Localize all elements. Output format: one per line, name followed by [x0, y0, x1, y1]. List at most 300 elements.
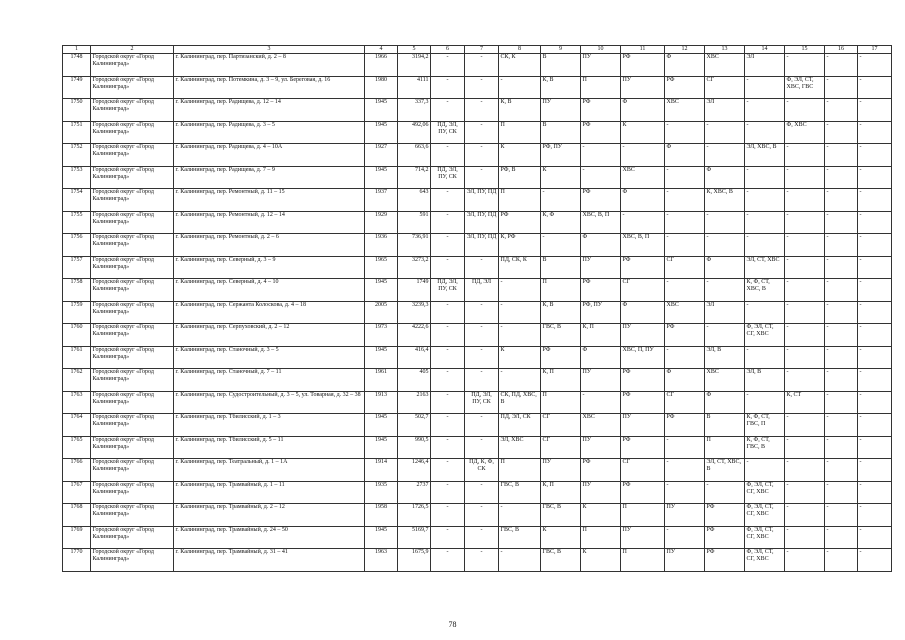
table-cell-col-1: 1754	[63, 189, 91, 212]
table-cell-col-13: СГ	[705, 76, 745, 99]
table-cell-col-15: -	[785, 369, 825, 392]
table-cell-col-7: ЭЛ, ПУ, ПД	[465, 234, 499, 257]
table-cell-col-14: -	[745, 166, 785, 189]
table-cell-col-16: -	[825, 324, 858, 347]
table-cell-col-11: ХВС, В, П	[621, 234, 665, 257]
table-cell-col-10: РФ	[581, 99, 621, 122]
table-cell-col-12: ХВС	[665, 99, 705, 122]
table-cell-col-17: -	[858, 391, 892, 414]
table-cell-col-16: -	[825, 459, 858, 482]
column-number-2: 2	[91, 46, 174, 54]
column-number-7: 7	[465, 46, 499, 54]
table-cell-col-7: ЭЛ, ПУ, ПД	[465, 211, 499, 234]
table-cell-col-10: -	[581, 144, 621, 167]
table-cell-col-11: СГ	[621, 459, 665, 482]
table-cell-col-3: г. Калининград, пер. Театральный, д. 1 – 1А	[174, 459, 365, 482]
table-cell-col-9: ГВС, В	[541, 549, 581, 572]
table-cell-col-17: -	[858, 234, 892, 257]
column-number-8: 8	[499, 46, 541, 54]
table-cell-col-5: 502,7	[398, 414, 431, 437]
table-cell-col-3: г. Калининград, пер. Тбилисский, д. 5 – 11	[174, 436, 365, 459]
table-cell-col-12: РФ	[665, 414, 705, 437]
table-cell-col-15: -	[785, 459, 825, 482]
table-cell-col-10: РФ, ПУ	[581, 301, 621, 324]
table-cell-col-12: -	[665, 189, 705, 212]
table-cell-col-9: К, В	[541, 301, 581, 324]
table-cell-col-6: -	[431, 256, 465, 279]
table-cell-col-15: -	[785, 166, 825, 189]
table-cell-col-10: -	[581, 166, 621, 189]
table-cell-col-15: -	[785, 234, 825, 257]
table-cell-col-13: Ф	[705, 256, 745, 279]
table-cell-col-12: -	[665, 166, 705, 189]
table-cell-col-1: 1769	[63, 526, 91, 549]
table-cell-col-7: -	[465, 256, 499, 279]
table-cell-col-15: -	[785, 279, 825, 302]
housing-register-table	[62, 45, 892, 572]
table-row	[63, 526, 892, 549]
table-row	[63, 99, 892, 122]
table-cell-col-9: ГВС, В	[541, 504, 581, 527]
table-cell-col-1: 1749	[63, 76, 91, 99]
table-cell-col-2: Городской округ «Город Калининград»	[91, 211, 174, 234]
table-cell-col-7: -	[465, 324, 499, 347]
table-cell-col-6: -	[431, 459, 465, 482]
table-cell-col-15: -	[785, 346, 825, 369]
table-cell-col-4: 1961	[365, 369, 398, 392]
table-cell-col-14: -	[745, 76, 785, 99]
table-cell-col-9: ГВС, В	[541, 324, 581, 347]
table-cell-col-16: -	[825, 436, 858, 459]
table-cell-col-4: 1927	[365, 144, 398, 167]
table-cell-col-2: Городской округ «Город Калининград»	[91, 144, 174, 167]
table-cell-col-13: РФ	[705, 504, 745, 527]
table-cell-col-10: Ф	[581, 346, 621, 369]
table-cell-col-10: -	[581, 391, 621, 414]
table-cell-col-15: К, СТ	[785, 391, 825, 414]
table-cell-col-5: 3194,2	[398, 54, 431, 77]
table-cell-col-3: г. Калининград, пер. Радищева, д. 3 – 5	[174, 121, 365, 144]
table-cell-col-9: ПУ	[541, 99, 581, 122]
table-cell-col-17: -	[858, 211, 892, 234]
table-cell-col-12: -	[665, 481, 705, 504]
table-cell-col-8: СК, К	[499, 54, 541, 77]
table-cell-col-12: СГ	[665, 391, 705, 414]
table-cell-col-7: -	[465, 346, 499, 369]
column-number-17: 17	[858, 46, 892, 54]
table-cell-col-2: Городской округ «Город Калининград»	[91, 256, 174, 279]
table-cell-col-15: -	[785, 99, 825, 122]
table-cell-col-3: г. Калининград, пер. Трамвайный, д. 1 – 11	[174, 481, 365, 504]
table-cell-col-1: 1761	[63, 346, 91, 369]
table-cell-col-13: ЭЛ, В	[705, 346, 745, 369]
table-cell-col-11: ПУ	[621, 526, 665, 549]
table-cell-col-8: -	[499, 301, 541, 324]
table-row	[63, 166, 892, 189]
table-cell-col-4: 1945	[365, 166, 398, 189]
table-cell-col-6: -	[431, 324, 465, 347]
table-cell-col-3: г. Калининград, пер. Партизанский, д. 2 – 8	[174, 54, 365, 77]
table-cell-col-4: 1980	[365, 76, 398, 99]
table-cell-col-17: -	[858, 414, 892, 437]
table-cell-col-17: -	[858, 436, 892, 459]
table-cell-col-2: Городской округ «Город Калининград»	[91, 324, 174, 347]
column-number-14: 14	[745, 46, 785, 54]
table-cell-col-7: -	[465, 549, 499, 572]
table-cell-col-4: 1966	[365, 54, 398, 77]
table-cell-col-11: -	[621, 144, 665, 167]
table-cell-col-9: В	[541, 54, 581, 77]
table-cell-col-7: -	[465, 504, 499, 527]
table-row	[63, 144, 892, 167]
table-cell-col-15: -	[785, 189, 825, 212]
table-cell-col-9: П	[541, 391, 581, 414]
table-row	[63, 481, 892, 504]
table-cell-col-13: ХВС	[705, 54, 745, 77]
table-cell-col-15: -	[785, 54, 825, 77]
table-cell-col-2: Городской округ «Город Калининград»	[91, 459, 174, 482]
table-cell-col-15: -	[785, 211, 825, 234]
table-cell-col-5: 405	[398, 369, 431, 392]
table-cell-col-7: -	[465, 144, 499, 167]
table-cell-col-6: -	[431, 549, 465, 572]
table-cell-col-7: ПД, ЭЛ, ПУ, СК	[465, 391, 499, 414]
table-cell-col-2: Городской округ «Город Калининград»	[91, 189, 174, 212]
table-cell-col-5: 337,3	[398, 99, 431, 122]
table-cell-col-4: 1945	[365, 279, 398, 302]
table-cell-col-17: -	[858, 54, 892, 77]
table-cell-col-10: К, П	[581, 324, 621, 347]
table-cell-col-6: -	[431, 189, 465, 212]
table-cell-col-13: Ф	[705, 391, 745, 414]
table-cell-col-11: Ф	[621, 99, 665, 122]
table-cell-col-3: г. Калининград, пер. Трамвайный, д. 24 – 50	[174, 526, 365, 549]
table-cell-col-10: РФ	[581, 189, 621, 212]
table-cell-col-8: РФ	[499, 211, 541, 234]
table-cell-col-10: ПУ	[581, 256, 621, 279]
table-cell-col-9: РФ	[541, 346, 581, 369]
table-cell-col-6: -	[431, 391, 465, 414]
column-number-10: 10	[581, 46, 621, 54]
table-cell-col-9: СГ	[541, 436, 581, 459]
table-cell-col-15: -	[785, 256, 825, 279]
table-cell-col-10: П	[581, 526, 621, 549]
table-cell-col-12: -	[665, 346, 705, 369]
table-cell-col-4: 1945	[365, 526, 398, 549]
column-number-15: 15	[785, 46, 825, 54]
table-cell-col-3: г. Калининград, пер. Радищева, д. 12 – 14	[174, 99, 365, 122]
table-cell-col-17: -	[858, 301, 892, 324]
table-cell-col-2: Городской округ «Город Калининград»	[91, 436, 174, 459]
table-cell-col-1: 1766	[63, 459, 91, 482]
table-cell-col-7: -	[465, 121, 499, 144]
table-cell-col-5: 3273,2	[398, 256, 431, 279]
table-cell-col-13: -	[705, 234, 745, 257]
table-cell-col-17: -	[858, 166, 892, 189]
table-cell-col-13: -	[705, 324, 745, 347]
table-cell-col-13: РФ	[705, 549, 745, 572]
table-cell-col-11: ХВС	[621, 166, 665, 189]
table-cell-col-15: -	[785, 301, 825, 324]
table-cell-col-9: К, В	[541, 76, 581, 99]
table-cell-col-14: К, Ф, СТ, ГВС, П	[745, 414, 785, 437]
table-cell-col-16: -	[825, 346, 858, 369]
table-cell-col-16: -	[825, 121, 858, 144]
table-cell-col-17: -	[858, 99, 892, 122]
table-cell-col-10: РФ	[581, 279, 621, 302]
table-cell-col-15: -	[785, 324, 825, 347]
table-cell-col-4: 1945	[365, 346, 398, 369]
table-cell-col-16: -	[825, 144, 858, 167]
table-cell-col-10: ХВС	[581, 414, 621, 437]
table-cell-col-14: -	[745, 391, 785, 414]
table-cell-col-5: 5169,7	[398, 526, 431, 549]
table-cell-col-3: г. Калининград, пер. Серпуховский, д. 2 – 12	[174, 324, 365, 347]
table-cell-col-2: Городской округ «Город Калининград»	[91, 346, 174, 369]
table-cell-col-1: 1764	[63, 414, 91, 437]
table-cell-col-5: 1675,9	[398, 549, 431, 572]
table-cell-col-11: П	[621, 549, 665, 572]
table-cell-col-6: -	[431, 54, 465, 77]
table-row	[63, 211, 892, 234]
table-cell-col-7: ЭЛ, ПУ, ПД	[465, 189, 499, 212]
table-cell-col-16: -	[825, 369, 858, 392]
table-cell-col-10: К	[581, 549, 621, 572]
table-cell-col-14: -	[745, 301, 785, 324]
table-cell-col-12: -	[665, 234, 705, 257]
table-cell-col-8: К, РФ	[499, 234, 541, 257]
table-cell-col-14: К, Ф, СТ, ХВС, В	[745, 279, 785, 302]
table-row	[63, 504, 892, 527]
table-cell-col-5: 4222,6	[398, 324, 431, 347]
table-row	[63, 436, 892, 459]
table-cell-col-5: 3239,3	[398, 301, 431, 324]
table-cell-col-12: ПУ	[665, 504, 705, 527]
table-cell-col-17: -	[858, 189, 892, 212]
table-cell-col-7: -	[465, 436, 499, 459]
table-cell-col-11: Ф	[621, 301, 665, 324]
table-row	[63, 459, 892, 482]
table-cell-col-15: -	[785, 436, 825, 459]
table-cell-col-12: -	[665, 459, 705, 482]
table-cell-col-17: -	[858, 369, 892, 392]
table-cell-col-12: РФ	[665, 76, 705, 99]
table-row	[63, 234, 892, 257]
table-cell-col-12: -	[665, 526, 705, 549]
table-cell-col-11: РФ	[621, 369, 665, 392]
table-cell-col-6: -	[431, 144, 465, 167]
table-cell-col-13: Ф	[705, 166, 745, 189]
table-cell-col-14: ЭЛ	[745, 54, 785, 77]
table-cell-col-12: ХВС	[665, 301, 705, 324]
table-row	[63, 54, 892, 77]
table-cell-col-8: ГВС, В	[499, 481, 541, 504]
column-number-5: 5	[398, 46, 431, 54]
table-cell-col-17: -	[858, 346, 892, 369]
table-cell-col-14: -	[745, 234, 785, 257]
column-number-4: 4	[365, 46, 398, 54]
table-cell-col-17: -	[858, 256, 892, 279]
table-cell-col-16: -	[825, 414, 858, 437]
table-cell-col-4: 1929	[365, 211, 398, 234]
table-cell-col-6: -	[431, 414, 465, 437]
table-cell-col-14: ЭЛ, ХВС, В	[745, 144, 785, 167]
table-cell-col-7: -	[465, 54, 499, 77]
table-cell-col-6: ПД, ЭЛ, ПУ, СК	[431, 121, 465, 144]
table-cell-col-5: 1246,4	[398, 459, 431, 482]
table-cell-col-1: 1755	[63, 211, 91, 234]
table-cell-col-5: 2163	[398, 391, 431, 414]
column-number-16: 16	[825, 46, 858, 54]
table-cell-col-1: 1751	[63, 121, 91, 144]
table-cell-col-4: 1963	[365, 549, 398, 572]
table-cell-col-1: 1756	[63, 234, 91, 257]
table-cell-col-9: К	[541, 526, 581, 549]
table-cell-col-15: -	[785, 414, 825, 437]
table-cell-col-2: Городской округ «Город Калининград»	[91, 99, 174, 122]
table-cell-col-6: -	[431, 369, 465, 392]
table-cell-col-1: 1768	[63, 504, 91, 527]
table-cell-col-9: В	[541, 256, 581, 279]
column-number-13: 13	[705, 46, 745, 54]
table-cell-col-12: -	[665, 436, 705, 459]
table-cell-col-15: Ф, ЭЛ, СТ, ХВС, ГВС	[785, 76, 825, 99]
table-row	[63, 121, 892, 144]
table-cell-col-6: ПД, ЭЛ, ПУ, СК	[431, 279, 465, 302]
table-cell-col-12: Ф	[665, 54, 705, 77]
table-cell-col-3: г. Калининград, пер. Ремонтный, д. 2 – 6	[174, 234, 365, 257]
table-cell-col-15: -	[785, 549, 825, 572]
table-cell-col-16: -	[825, 549, 858, 572]
table-cell-col-14: К, Ф, СТ, ГВС, В	[745, 436, 785, 459]
table-cell-col-1: 1763	[63, 391, 91, 414]
table-cell-col-4: 1945	[365, 121, 398, 144]
table-cell-col-6: -	[431, 504, 465, 527]
table-cell-col-3: г. Калининград, пер. Ремонтный, д. 11 – 15	[174, 189, 365, 212]
table-cell-col-17: -	[858, 549, 892, 572]
table-cell-col-12: Ф	[665, 369, 705, 392]
table-row	[63, 76, 892, 99]
table-cell-col-14: Ф, ЭЛ, СТ, СГ, ХВС	[745, 526, 785, 549]
table-cell-col-14: ЭЛ, В	[745, 369, 785, 392]
table-cell-col-10: ПУ	[581, 481, 621, 504]
table-cell-col-7: ПД, ЭЛ	[465, 279, 499, 302]
table-cell-col-8: -	[499, 369, 541, 392]
table-cell-col-14: -	[745, 459, 785, 482]
table-cell-col-17: -	[858, 324, 892, 347]
table-cell-col-7: -	[465, 76, 499, 99]
table-cell-col-2: Городской округ «Город Калининград»	[91, 391, 174, 414]
table-cell-col-17: -	[858, 121, 892, 144]
table-cell-col-12: -	[665, 211, 705, 234]
table-cell-col-3: г. Калининград, пер. Судостроительный, д. 3 – 5, ул. Товарная, д. 32 – 38	[174, 391, 365, 414]
table-cell-col-12: -	[665, 279, 705, 302]
table-cell-col-6: -	[431, 234, 465, 257]
table-cell-col-13: ЭЛ	[705, 301, 745, 324]
page-number: 78	[448, 620, 457, 629]
table-cell-col-17: -	[858, 279, 892, 302]
table-cell-col-15: -	[785, 504, 825, 527]
table-cell-col-2: Городской округ «Город Калининград»	[91, 369, 174, 392]
table-cell-col-16: -	[825, 279, 858, 302]
table-row	[63, 391, 892, 414]
table-cell-col-12: РФ	[665, 324, 705, 347]
table-cell-col-17: -	[858, 526, 892, 549]
table-cell-col-5: 643	[398, 189, 431, 212]
table-cell-col-8: -	[499, 279, 541, 302]
table-cell-col-4: 1913	[365, 391, 398, 414]
table-cell-col-13: -	[705, 279, 745, 302]
table-cell-col-16: -	[825, 234, 858, 257]
table-cell-col-13: ЭЛ, СТ, ХВС, В	[705, 459, 745, 482]
table-cell-col-2: Городской округ «Город Калининград»	[91, 549, 174, 572]
column-number-12: 12	[665, 46, 705, 54]
table-cell-col-2: Городской округ «Город Калининград»	[91, 166, 174, 189]
table-cell-col-10: ХВС, В, П	[581, 211, 621, 234]
table-cell-col-5: 714,2	[398, 166, 431, 189]
table-cell-col-3: г. Калининград, пер. Ремонтный, д. 12 – 14	[174, 211, 365, 234]
table-cell-col-2: Городской округ «Город Калининград»	[91, 301, 174, 324]
table-cell-col-2: Городской округ «Город Калининград»	[91, 481, 174, 504]
table-cell-col-9: К	[541, 166, 581, 189]
table-cell-col-1: 1762	[63, 369, 91, 392]
table-cell-col-9: К, П	[541, 481, 581, 504]
table-cell-col-7: -	[465, 414, 499, 437]
table-cell-col-5: 736,91	[398, 234, 431, 257]
table-cell-col-9: -	[541, 189, 581, 212]
table-cell-col-2: Городской округ «Город Калининград»	[91, 279, 174, 302]
table-cell-col-4: 1935	[365, 481, 398, 504]
table-cell-col-8: ЭЛ, ХВС	[499, 436, 541, 459]
table-cell-col-13: К, ХВС, В	[705, 189, 745, 212]
table-row	[63, 256, 892, 279]
table-cell-col-9: К, Ф	[541, 211, 581, 234]
table-cell-col-10: РФ	[581, 121, 621, 144]
table-cell-col-7: -	[465, 369, 499, 392]
table-cell-col-11: -	[621, 211, 665, 234]
table-row	[63, 324, 892, 347]
table-cell-col-10: ПУ	[581, 369, 621, 392]
table-cell-col-10: ПУ	[581, 54, 621, 77]
table-cell-col-3: г. Калининград, пер. Радищева, д. 4 – 10А	[174, 144, 365, 167]
table-cell-col-13: П	[705, 436, 745, 459]
table-cell-col-11: ХВС, П, ПУ	[621, 346, 665, 369]
table-cell-col-4: 1945	[365, 414, 398, 437]
table-cell-col-16: -	[825, 189, 858, 212]
table-cell-col-11: РФ	[621, 481, 665, 504]
table-cell-col-9: РФ, ПУ	[541, 144, 581, 167]
table-cell-col-13: -	[705, 211, 745, 234]
table-cell-col-3: г. Калининград, пер. Тбилисский, д. 1 – 3	[174, 414, 365, 437]
table-cell-col-8: К	[499, 144, 541, 167]
table-cell-col-9: -	[541, 234, 581, 257]
table-cell-col-4: 1973	[365, 324, 398, 347]
table-cell-col-4: 1914	[365, 459, 398, 482]
table-cell-col-1: 1750	[63, 99, 91, 122]
table-cell-col-10: П	[581, 76, 621, 99]
table-cell-col-16: -	[825, 54, 858, 77]
table-cell-col-8: ПД, СК, К	[499, 256, 541, 279]
table-cell-col-11: ПУ	[621, 414, 665, 437]
table-cell-col-9: К, П	[541, 369, 581, 392]
table-cell-col-17: -	[858, 76, 892, 99]
register-sheet	[62, 45, 878, 572]
table-cell-col-3: г. Калининград, пер. Станочный, д. 3 – 5	[174, 346, 365, 369]
table-cell-col-16: -	[825, 99, 858, 122]
table-cell-col-14: -	[745, 99, 785, 122]
table-cell-col-4: 1937	[365, 189, 398, 212]
table-cell-col-9: СГ	[541, 414, 581, 437]
